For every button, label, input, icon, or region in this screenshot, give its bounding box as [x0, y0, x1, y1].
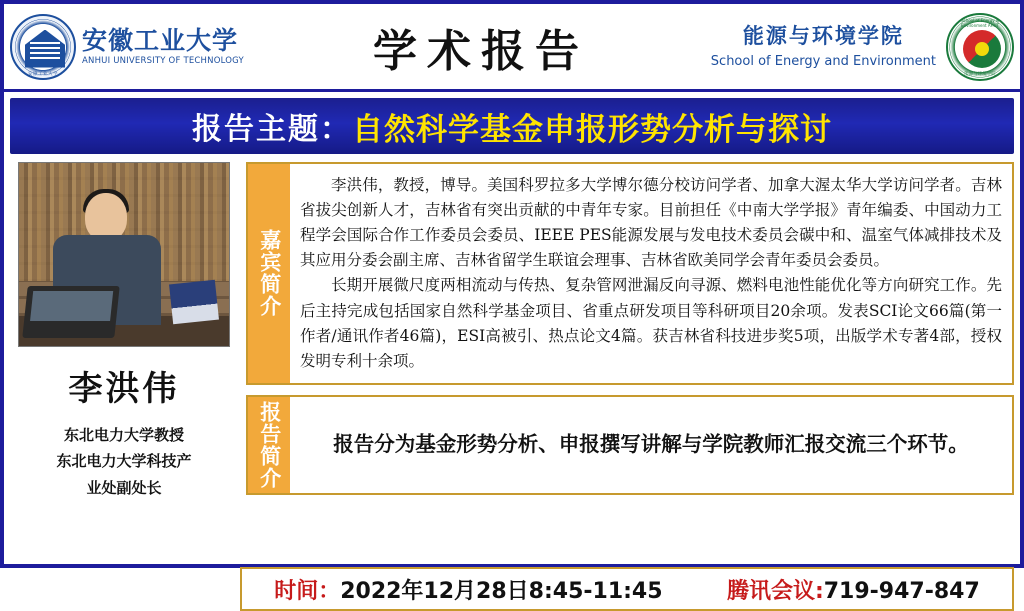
school-name-cn: 能源与环境学院: [742, 24, 904, 49]
poster-body: [4, 154, 1020, 558]
topic-banner: [10, 98, 1014, 154]
speaker-photo: [18, 162, 230, 347]
school-seal-text-cn: 能源与环境学院: [964, 71, 996, 77]
school-name-en: School of Energy and Environment: [710, 53, 936, 69]
bio-paragraph-1: 李洪伟，教授，博导。美国科罗拉多大学博尔德分校访问学者、加拿大渥太华大学访问学者。吉林省拔尖创新人才，吉林省有突出贡献的中青年专家。目前担任《中南大学学报》青年编委、中国动力工程学会国际合作工作委员会委员、IEEE PES能源发展与发电技术委员会碳中和、温室气体减排技术及其应用分委会副主席、吉林省留学生联谊会理事、吉林省欧美同学会青年委员会委员。: [300, 176, 1002, 270]
page-title: 学术报告: [373, 25, 589, 77]
topic-value: 自然科学基金申报形势分析与探讨: [352, 111, 832, 148]
poster-footer: [240, 567, 1014, 611]
report-panel-tab: [248, 397, 290, 493]
university-name-block: [82, 27, 244, 67]
report-panel-body: [290, 397, 1012, 493]
speaker-column: [10, 162, 238, 558]
report-panel: [246, 395, 1014, 495]
time-item: [274, 574, 662, 605]
speaker-affiliation-line-1: 东北电力大学教授: [63, 426, 184, 444]
speaker-affiliation: [56, 422, 191, 501]
university-name-en: ANHUI UNIVERSITY OF TECHNOLOGY: [82, 56, 244, 67]
university-name-cn: 安徽工业大学: [82, 25, 239, 55]
report-text: 报告分为基金形势分析、申报撰写讲解与学院教师汇报交流三个环节。: [333, 432, 969, 457]
content-column: [238, 162, 1014, 558]
university-seal-text: 安徽工业大学: [28, 71, 58, 77]
university-logo: [10, 14, 278, 80]
bio-paragraph-2: 长期开展微尺度两相流动与传热、复杂管网泄漏反向寻源、燃料电池性能优化等方向研究工作。先后主持完成包括国家自然科学基金项目、省重点研发项目等科研项目20余项。发表SCI论文66篇(第一作者/通讯作者46篇)，ESI高被引、热点论文4篇。获吉林省科技进步奖5项，出版学术专著4部，授权发明专利十余项。: [300, 276, 1002, 370]
taiji-icon: [963, 30, 1001, 68]
bio-panel-body: [290, 164, 1012, 383]
poster-header: [4, 4, 1020, 92]
time-label: 时间：: [274, 578, 341, 604]
meeting-label: 腾讯会议:: [726, 578, 824, 604]
bio-panel: [246, 162, 1014, 385]
time-value: 2022年12月28日8:45-11:45: [340, 578, 663, 604]
meeting-value: 719-947-847: [823, 578, 980, 604]
topic-label: 报告主题：: [192, 112, 352, 147]
bio-panel-tab: [248, 164, 290, 383]
report-panel-tab-label: 报告简介: [257, 400, 282, 489]
speaker-name: 李洪伟: [68, 369, 180, 409]
bio-panel-tab-label: 嘉宾简介: [257, 229, 282, 318]
school-seal-icon: [946, 13, 1014, 81]
school-seal-text-en: School of Energy & Environment AHUT: [960, 17, 1000, 28]
speaker-affiliation-line-3: 业处副处长: [86, 478, 162, 497]
school-name-block: [711, 23, 936, 70]
university-seal-icon: [10, 14, 76, 80]
speaker-affiliation-line-2: 东北电力大学科技产: [56, 452, 192, 471]
school-logo: [684, 13, 1014, 81]
meeting-item: [727, 574, 980, 605]
